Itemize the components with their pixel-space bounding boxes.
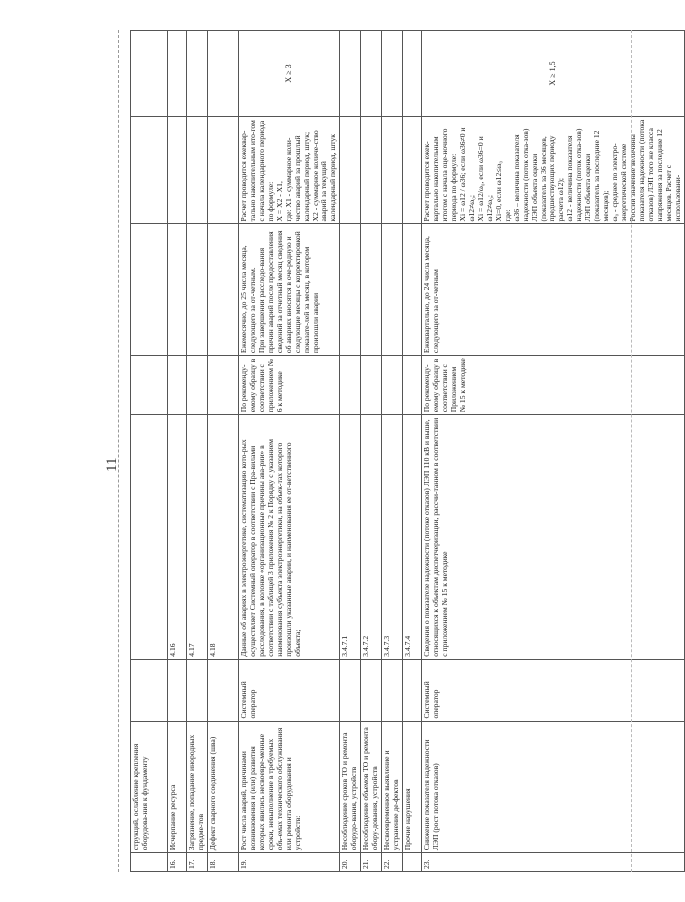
cell-crit: X ≥ 3 <box>238 31 339 117</box>
table-row <box>361 31 382 872</box>
cell-period <box>131 224 168 356</box>
table-row <box>403 31 422 872</box>
cell-period <box>168 224 187 356</box>
cell-period <box>361 224 382 356</box>
cell-resp <box>361 659 382 721</box>
cell-calc <box>207 117 238 224</box>
table-row <box>207 31 238 872</box>
cell-period: Ежеквартально, до 24 числа месяца, следующего за от-четным <box>422 224 685 356</box>
cell-period <box>382 224 403 356</box>
cell-act <box>131 415 168 660</box>
table-row <box>382 31 403 872</box>
cell-crit <box>340 31 361 117</box>
cell-crit <box>187 31 208 117</box>
cell-act: Сведения о показателе надежности (потоке отказов) ЛЭП 110 кВ и выше, относящихся к объектам диспетчеризации, рассчи-танном в соответствии с приложением № 15 к методике <box>422 415 685 660</box>
cell-crit <box>207 31 238 117</box>
cell-resp <box>207 659 238 721</box>
cell-act: 3.4.7.4 <box>403 415 422 660</box>
cell-method <box>340 356 361 415</box>
table-row <box>422 31 685 872</box>
cell-calc <box>403 117 422 224</box>
cell-act: 3.4.7.3 <box>382 415 403 660</box>
cell-name: Исчерпание ресурса <box>168 721 187 853</box>
cell-method <box>207 356 238 415</box>
cell-name: Несвоевременное выявление и устранение де-фектов <box>382 721 403 853</box>
cell-crit: X ≥ 1,5 <box>422 31 685 117</box>
cell-resp <box>131 659 168 721</box>
cell-resp <box>340 659 361 721</box>
page-edge-line <box>631 30 632 872</box>
cell-calc <box>168 117 187 224</box>
cell-num <box>131 853 168 872</box>
cell-crit <box>168 31 187 117</box>
indicators-table <box>130 30 685 872</box>
cell-period: Ежемесячно, до 25 числа месяца, следующего за от-четным. При завершении расследо-вания причин аварий после предоставления сведений за отчетный месяц сведения об авариях вносятся в оче-редную и следующие месяцы с корректировкой показате-лей за месяц, в котором произошли аварии <box>238 224 339 356</box>
cell-period <box>340 224 361 356</box>
cell-resp: Системный оператор <box>422 659 685 721</box>
cell-num: 23. <box>422 853 685 872</box>
cell-name: Несоблюдение объемов ТО и ремонта обору-дования, устройств <box>361 721 382 853</box>
cell-name: Несоблюдение сроков ТО и ремонта оборудо-вания, устройств <box>340 721 361 853</box>
fold-line <box>118 30 119 872</box>
cell-resp <box>382 659 403 721</box>
cell-period <box>207 224 238 356</box>
cell-act: Данные об авариях в электроэнергетике, систематизацию кото-рых осуществляет Системный оператор в соответствии с Пра-вилами расследования, в колонке «организационные причины ава-рии» в соответствии с таблицей 3 приложения № 2 к Порядку с указанием наименования субъекта электроэнергетики, на объек-тах которого произошли указанные аварии, и наименования ее от-ветственного объекта; <box>238 415 339 660</box>
cell-method <box>168 356 187 415</box>
cell-calc <box>131 117 168 224</box>
cell-resp <box>403 659 422 721</box>
table-row <box>168 31 187 872</box>
cell-num: 20. <box>340 853 361 872</box>
cell-resp <box>187 659 208 721</box>
cell-crit <box>382 31 403 117</box>
table-body <box>131 31 685 872</box>
cell-name: Прочие нарушения <box>403 721 422 853</box>
cell-num: 16. <box>168 853 187 872</box>
page-number: 11 <box>104 457 120 472</box>
table-row <box>131 31 168 872</box>
cell-name: Дефект сварного соединения (шва) <box>207 721 238 853</box>
cell-act: 4.18 <box>207 415 238 660</box>
cell-method: По рекоменду-емому образцу в соответствии с Приложением № 15 к методике <box>422 356 685 415</box>
cell-name: Загрязнение, попадание инородных предме-тов <box>187 721 208 853</box>
cell-num: 21. <box>361 853 382 872</box>
cell-period <box>403 224 422 356</box>
cell-method <box>361 356 382 415</box>
table-row <box>238 31 339 872</box>
cell-act: 3.4.7.1 <box>340 415 361 660</box>
cell-resp <box>168 659 187 721</box>
cell-act: 4.17 <box>187 415 208 660</box>
cell-num: 17. <box>187 853 208 872</box>
cell-num: 18. <box>207 853 238 872</box>
cell-num: 19. <box>238 853 339 872</box>
cell-method <box>187 356 208 415</box>
cell-name: Снижение показателя надежности ЛЭП (рост потока отказов) <box>422 721 685 853</box>
cell-act: 4.16 <box>168 415 187 660</box>
cell-calc: Расчет проводится ежеквар-тально накопительным ито-гом с начала календарного периода по формуле: X = X2 - X1, где: X1 - суммарное коли-чество аварий за прошлый календарный период, штук; X2 - суммарное количе-ство аварий за текущий календарный период, штук <box>238 117 339 224</box>
cell-crit <box>403 31 422 117</box>
cell-resp: Системный оператор <box>238 659 339 721</box>
cell-method <box>382 356 403 415</box>
cell-calc <box>187 117 208 224</box>
cell-calc <box>382 117 403 224</box>
cell-crit <box>361 31 382 117</box>
cell-num <box>403 853 422 872</box>
cell-method <box>403 356 422 415</box>
cell-calc: Расчет проводится ежек-вартально накопительным итогом с начала оце-ночного периода по формуле: Xi = ω12 / ω36; если ω36≠0 и ω12≠ω₀; Xi = ω12/ω₀, если ω36=0 и ω12≠ω₀; Xi=0, если ω12≤ω₀ где: ω36 – величина показателя надежности (поток отка-зов) ЛЭП объекта оценки (показатель за 36 месяцев, предшествующих периоду расчета ω12); ω12 - величина показателя надежности (поток отка-зов) ЛЭП объекта оценки (показатель за последние 12 месяцев); ω₀ - среднее по электро-энергетической системе России значение величины показателя надежности (потока отказов) ЛЭП того же класса напряжения за последние 12 месяцев. Расчет с использовани- <box>422 117 685 224</box>
cell-num: 22. <box>382 853 403 872</box>
cell-name: струкций, ослабление крепления оборудова-ния к фундаменту <box>131 721 168 853</box>
cell-crit <box>131 31 168 117</box>
cell-method <box>131 356 168 415</box>
cell-calc <box>340 117 361 224</box>
cell-name: Рост числа аварий, причинами возникновения и (или) развития которых явились несвоевре-менные сроки, невыполнение в требуемых объ-емах технического обслуживания или ремонта оборудования и устройств: <box>238 721 339 853</box>
cell-period <box>187 224 208 356</box>
table-row <box>340 31 361 872</box>
cell-calc <box>361 117 382 224</box>
table-row <box>187 31 208 872</box>
cell-act: 3.4.7.2 <box>361 415 382 660</box>
cell-method: По рекоменду-емому образцу в соответствии с приложением № 6 к методике <box>238 356 339 415</box>
